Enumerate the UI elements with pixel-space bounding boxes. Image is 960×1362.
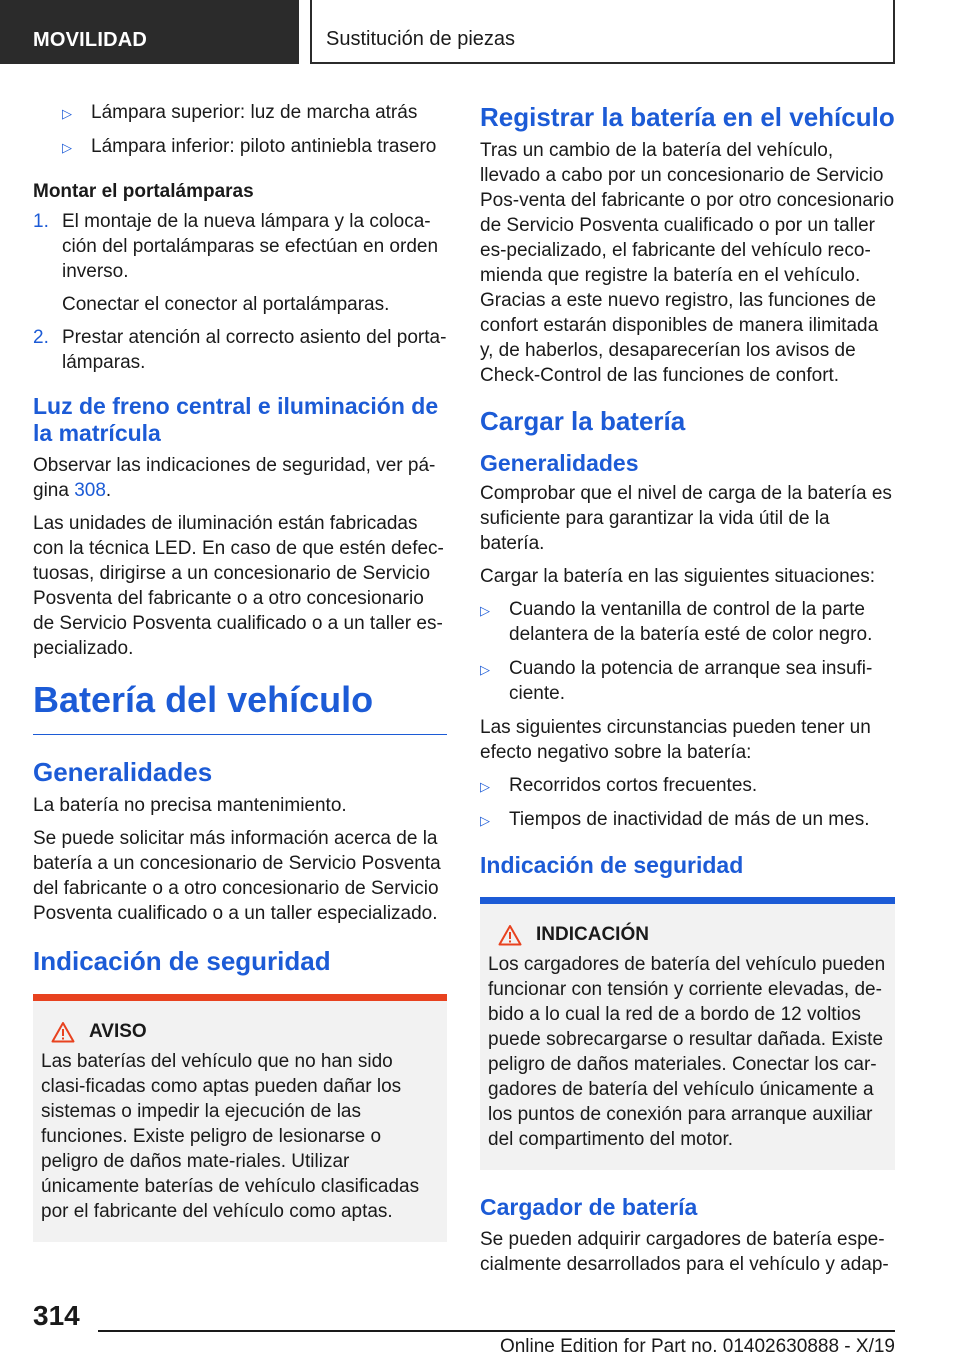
- list-item: ▷ Tiempos de inactividad de más de un mes.: [480, 807, 895, 832]
- general-paragraph-2: Se puede solicitar más información acerca de la batería a un concesionario de Servicio Posventa del fabricante o a otro concesionario de Servicio Posventa cualificado o a un taller especializado.: [33, 828, 441, 924]
- list-item: ▷ Lámpara superior: luz de marcha atrás: [33, 100, 447, 125]
- triangle-bullet-icon: ▷: [480, 662, 490, 677]
- step-item: 1. El montaje de la nueva lámpara y la coloca-ción del portalámparas se efectúan en orden inverso. Conectar el conector al portalámparas.: [33, 211, 439, 315]
- triangle-bullet-icon: ▷: [480, 813, 490, 828]
- note-box: [480, 897, 895, 1170]
- general-paragraph-1: La batería no precisa mantenimiento.: [33, 795, 347, 816]
- right-column: [480, 100, 895, 1285]
- footer-edition: Online Edition for Part no. 01402630888 - X/19: [499, 1336, 895, 1357]
- general-paragraph-3: Las siguientes circunstancias pueden tener un efecto negativo sobre la batería:: [480, 717, 871, 763]
- page-link[interactable]: 308: [74, 480, 106, 501]
- general-heading: Generalidades: [33, 757, 213, 787]
- brake-paragraph-2: Las unidades de iluminación están fabricadas con la técnica LED. En caso de que estén defec-tuosas, dirigirse a un concesionario de Servicio Posventa del fabricante o a otro concesionario de Servicio Posventa cualificado o a un taller es-pecializado.: [33, 513, 444, 659]
- list-item: ▷ Recorridos cortos frecuentes.: [480, 773, 895, 798]
- warning-triangle-icon: [51, 1021, 75, 1043]
- charger-heading: Cargador de batería: [480, 1194, 698, 1220]
- page-header: [0, 0, 960, 66]
- charger-paragraph: Se pueden adquirir cargadores de batería espe-cialmente desarrollados para el vehículo y adap-: [480, 1229, 889, 1275]
- triangle-bullet-icon: ▷: [62, 106, 72, 121]
- safety-heading: Indicación de seguridad: [33, 946, 331, 976]
- page-number: 314: [33, 1300, 80, 1331]
- list-item: ▷ Cuando la potencia de arranque sea insufi-ciente.: [480, 658, 873, 704]
- note-text: Los cargadores de batería del vehículo pueden funcionar con tensión y corriente elevadas, de-bido a lo cual la red de a bordo de 12 voltios puede sobrecargarse o resultar dañada. Existe peligro de daños materiales. Conectar los car-gadores de batería del vehículo únicamente a los puntos de conexión para arranque auxiliar del compartimento del motor.: [488, 954, 886, 1150]
- charge-heading: Cargar la batería: [480, 406, 686, 436]
- left-column: [33, 100, 447, 1242]
- triangle-bullet-icon: ▷: [480, 603, 490, 618]
- footer-divider: [98, 1330, 895, 1332]
- warning-text: Las baterías del vehículo que no han sido clasi-ficadas como aptas pueden dañar los sistemas o impedir la ejecución de las funciones. Existe peligro de lesionarse o peligro de daños mate-riales. Utilizar únicamente baterías de vehículo clasificadas por el fabricante del vehículo como aptas.: [41, 1051, 420, 1222]
- general-paragraph-2: Cargar la batería en las siguientes situaciones:: [480, 566, 876, 587]
- warning-triangle-icon: [498, 924, 522, 946]
- warning-box: [33, 994, 447, 1242]
- section-title: MOVILIDAD: [0, 0, 299, 64]
- safety-heading: Indicación de seguridad: [480, 852, 744, 878]
- triangle-bullet-icon: ▷: [480, 779, 490, 794]
- note-label: INDICACIÓN: [536, 924, 649, 945]
- brake-light-heading: Luz de freno central e iluminación de la matrícula: [33, 393, 439, 446]
- general-paragraph-1: Comprobar que el nivel de carga de la batería es suficiente para garantizar la vida útil de la batería.: [480, 483, 892, 554]
- general-heading: Generalidades: [480, 450, 639, 476]
- battery-heading: Batería del vehículo: [33, 679, 447, 735]
- list-item: ▷ Lámpara inferior: piloto antiniebla trasero: [33, 134, 447, 159]
- step-item: 2. Prestar atención al correcto asiento del porta-lámparas.: [33, 327, 447, 373]
- subsection-title: Sustitución de piezas: [310, 0, 895, 64]
- list-item: ▷ Cuando la ventanilla de control de la parte delantera de la batería esté de color negro.: [480, 599, 873, 645]
- mount-title: Montar el portalámparas: [33, 181, 254, 202]
- brake-paragraph-1: Observar las indicaciones de seguridad, ver pá-gina 308.: [33, 455, 436, 501]
- register-paragraph: Tras un cambio de la batería del vehículo, llevado a cabo por un concesionario de Servicio Pos-venta del fabricante o por otro concesionario de Servicio Posventa cualificado o por un taller es-pecializado, el fabricante del vehículo reco-mienda que registre la batería en el vehículo. Gracias a este nuevo registro, las funciones de confort estarán disponibles de manera ilimitada y, de haberlos, desaparecerían los avisos de Check-Control de las funciones de confort.: [480, 140, 895, 386]
- register-heading: Registrar la batería en el vehículo: [480, 102, 895, 132]
- triangle-bullet-icon: ▷: [62, 140, 72, 155]
- warning-label: AVISO: [89, 1021, 147, 1042]
